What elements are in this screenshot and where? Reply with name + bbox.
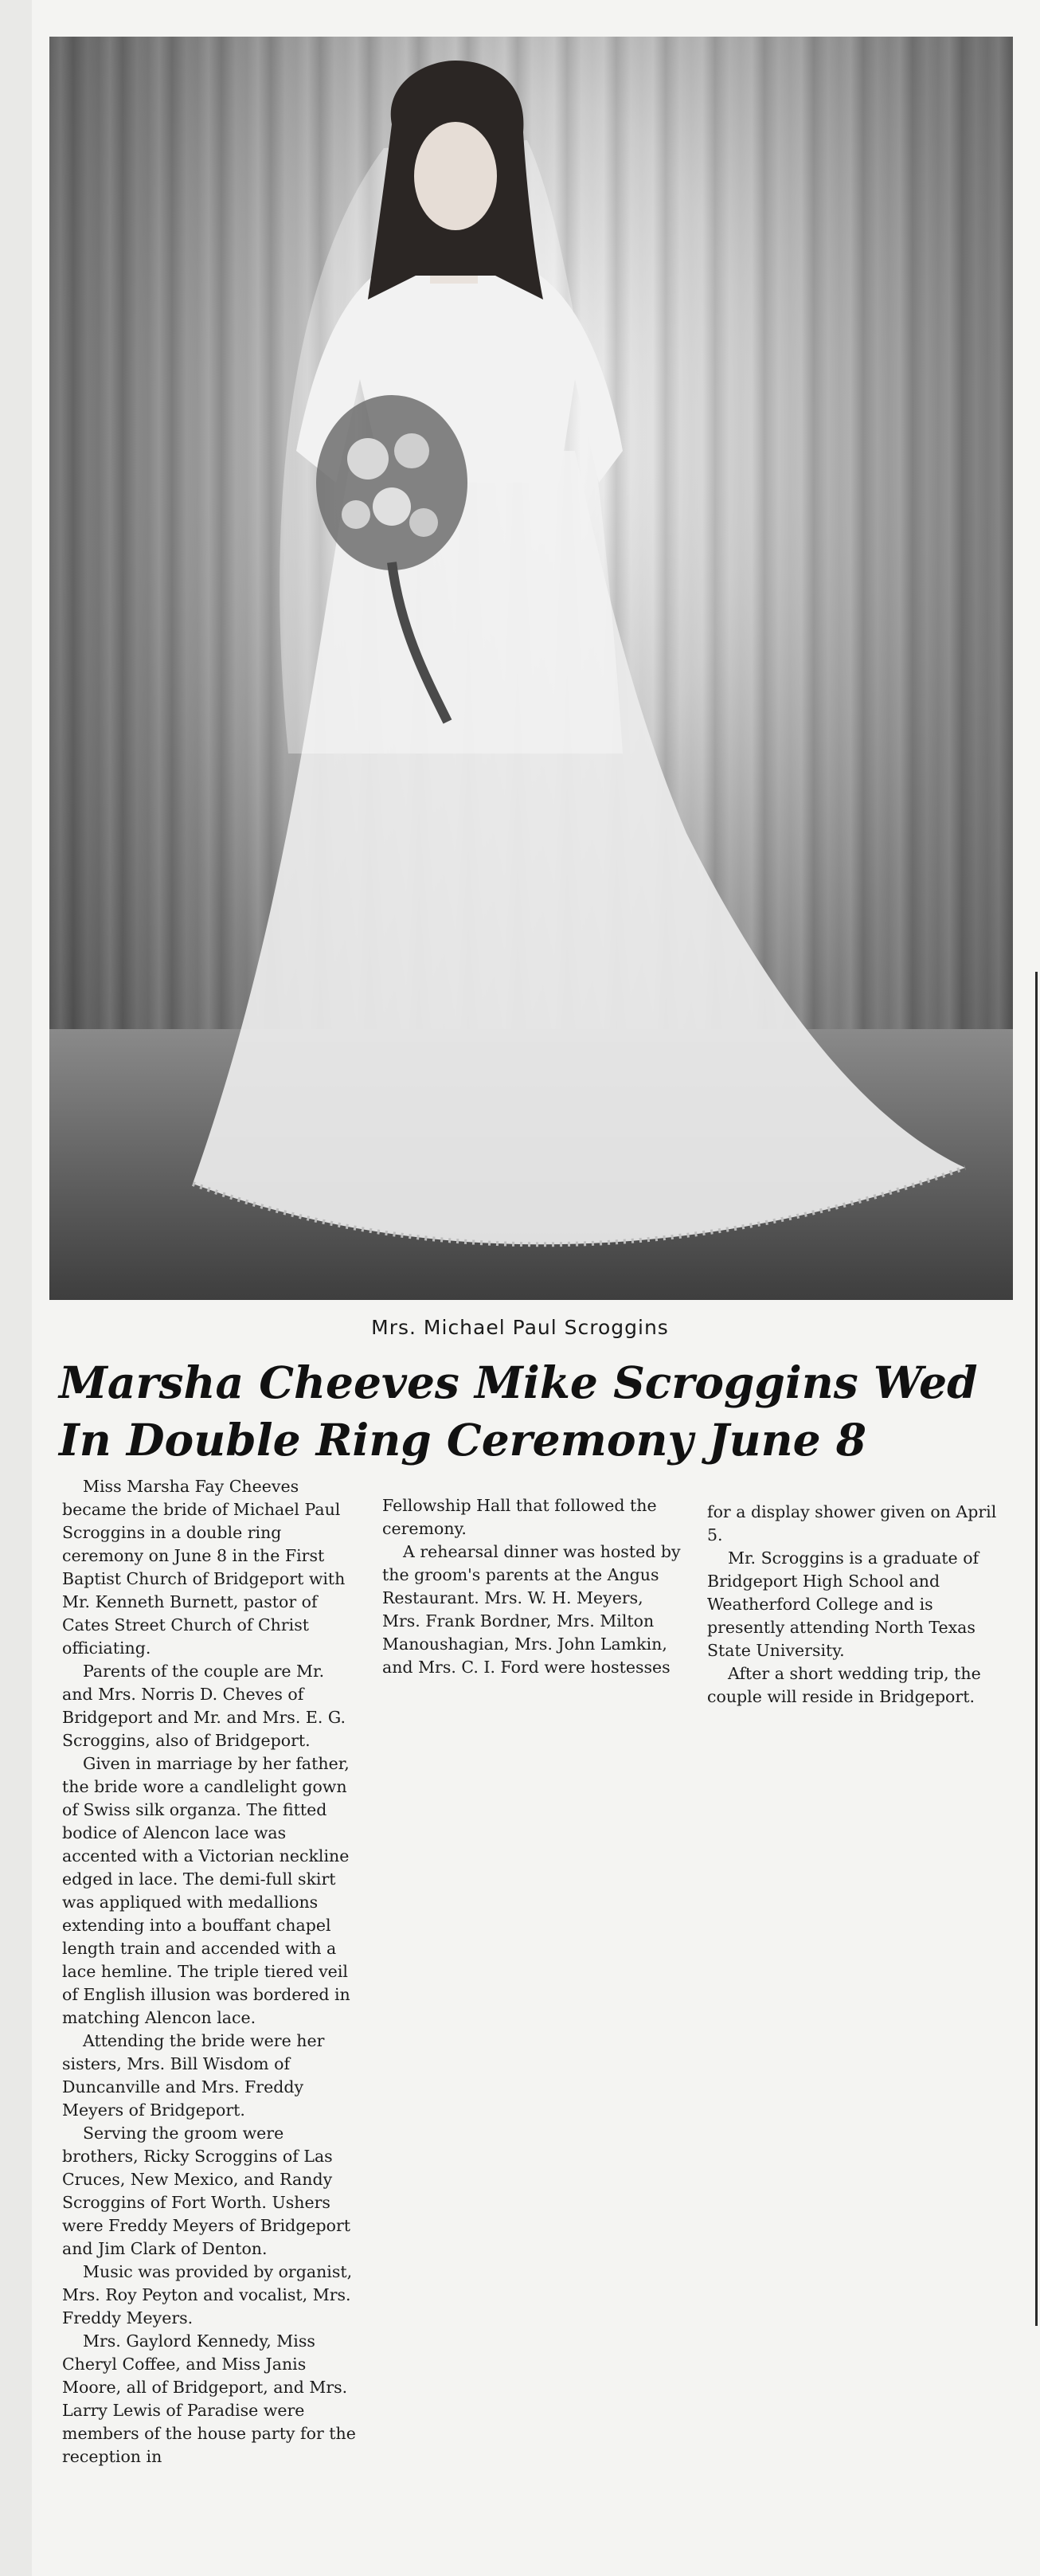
paragraph: Given in marriage by her father, the bride wore a candlelight gown of Swiss silk organza. The fitted bodice of Alencon lace was accented with a Victorian neckline edged in lace. The demi-full skirt was appliqued with medallions extending into a bouffant chapel length train and accended with a lace hemline. The triple tiered veil of English illusion was bordered in matching Alencon lace.	[62, 1754, 350, 2027]
photo-caption: Mrs. Michael Paul Scroggins	[371, 1316, 669, 1339]
paragraph: Mr. Scroggins is a graduate of Bridgeport High School and Weatherford College and is presently attending North Texas State University.	[707, 1548, 979, 1660]
paragraph: Mrs. Gaylord Kennedy, Miss Cheryl Coffee, and Miss Janis Moore, all of Bridgeport, and Mrs. Larry Lewis of Paradise were members of the house party for the reception in	[62, 2331, 356, 2466]
paragraph: for a display shower given on April 5.	[707, 1502, 997, 1544]
article-column-1	[62, 1475, 357, 2468]
paragraph: After a short wedding trip, the couple will reside in Bridgeport.	[707, 1664, 981, 1706]
paragraph: Serving the groom were brothers, Ricky Scroggins of Las Cruces, New Mexico, and Randy Scroggins of Fort Worth. Ushers were Freddy Meyers of Bridgeport and Jim Clark of Denton.	[62, 2124, 351, 2258]
paragraph: A rehearsal dinner was hosted by the groom's parents at the Angus Restaurant. Mrs. W. H. Meyers, Mrs. Frank Bordner, Mrs. Milton Manoushagian, Mrs. John Lamkin, and Mrs. C. I. Ford were hostesses	[382, 1542, 681, 1677]
bride-figure-illustration	[49, 37, 1013, 1300]
article-column-3	[707, 1501, 1006, 1709]
headline	[59, 1354, 1015, 1469]
paragraph: Parents of the couple are Mr. and Mrs. Norris D. Cheves of Bridgeport and Mr. and Mrs. E. G. Scroggins, also of Bridgeport.	[62, 1662, 346, 1750]
headline-line-1: Marsha Cheeves Mike Scroggins Wed	[59, 1357, 978, 1408]
paragraph: Music was provided by organist, Mrs. Roy Peyton and vocalist, Mrs. Freddy Meyers.	[62, 2262, 353, 2327]
headline-line-2: In Double Ring Ceremony June 8	[59, 1414, 867, 1466]
column-rule	[1035, 972, 1038, 2326]
paragraph: Miss Marsha Fay Cheeves became the bride of Michael Paul Scroggins in a double ring ceremony on June 8 in the First Baptist Church of Bridgeport with Mr. Kenneth Burnett, pastor of Cates Street Church of Christ officiating.	[62, 1477, 346, 1658]
bride-photo	[49, 37, 1013, 1300]
paragraph: Fellowship Hall that followed the ceremony.	[382, 1496, 657, 1538]
paragraph: Attending the bride were her sisters, Mrs. Bill Wisdom of Duncanville and Mrs. Freddy Meyers of Bridgeport.	[62, 2031, 325, 2120]
article-column-2	[382, 1494, 685, 1679]
